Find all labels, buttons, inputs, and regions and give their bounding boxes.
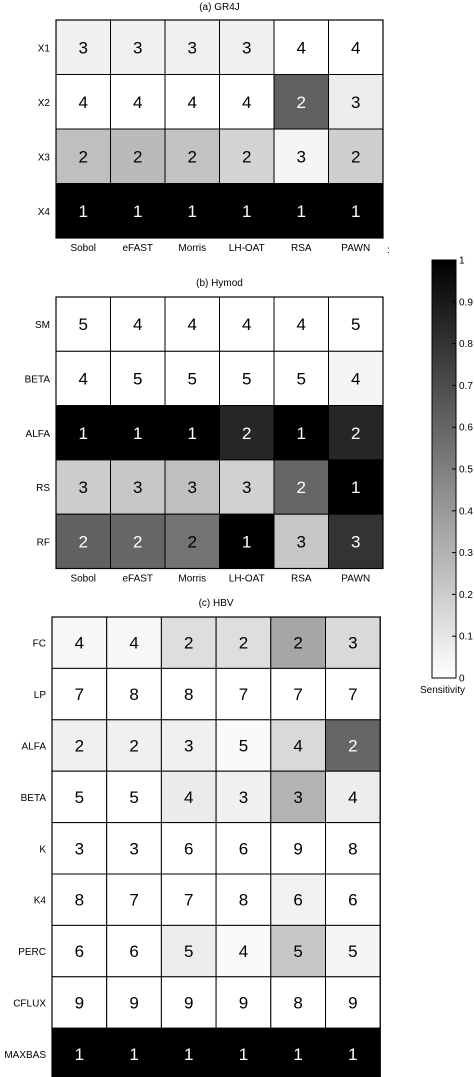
rank-label: 5 <box>293 942 303 962</box>
rank-label: 3 <box>351 532 361 552</box>
colorbar-tick-label: 0.5 <box>459 464 473 476</box>
rank-label: 3 <box>238 787 249 807</box>
rank-label: 6 <box>238 839 249 859</box>
rank-label: 4 <box>242 92 252 112</box>
rank-label: 8 <box>293 993 303 1013</box>
colorbar-tick-label: 0.9 <box>459 297 473 309</box>
stray-mark: : <box>387 245 390 256</box>
rank-label: 3 <box>187 38 197 58</box>
rank-label: 3 <box>242 478 252 498</box>
rank-label: 1 <box>296 423 306 443</box>
rank-label: 2 <box>242 147 252 167</box>
column-label: PAWN <box>341 243 371 254</box>
rank-label: 1 <box>238 1044 249 1064</box>
column-label: RSA <box>290 243 312 254</box>
rank-label: 1 <box>242 201 252 221</box>
rank-label: 4 <box>78 92 88 112</box>
rank-label: 5 <box>133 369 143 389</box>
row-label: LP <box>33 690 46 702</box>
rank-label: 5 <box>242 369 252 389</box>
rank-label: 5 <box>348 942 358 962</box>
rank-label: 4 <box>296 38 306 58</box>
rank-label: 2 <box>351 147 361 167</box>
rank-label: 2 <box>348 736 358 756</box>
rank-label: 4 <box>296 315 306 335</box>
rank-label: 3 <box>293 787 303 807</box>
column-label: PAWN <box>341 573 371 585</box>
rank-label: 8 <box>238 890 249 910</box>
rank-label: 9 <box>184 993 194 1013</box>
rank-label: 8 <box>184 685 194 705</box>
row-label: FC <box>32 638 46 650</box>
rank-label: 9 <box>348 993 358 1013</box>
rank-label: 4 <box>187 92 197 112</box>
rank-label: 2 <box>78 147 88 167</box>
row-label: X1 <box>37 43 50 55</box>
column-label: RSA <box>290 573 312 585</box>
rank-label: 1 <box>351 478 361 498</box>
rank-label: 2 <box>296 478 306 498</box>
rank-label: 8 <box>74 890 85 910</box>
panel-title: (c) HBV <box>198 598 234 609</box>
rank-label: 3 <box>74 839 85 859</box>
rank-label: 3 <box>351 92 361 112</box>
row-label: PERC <box>18 947 46 959</box>
colorbar <box>420 256 473 697</box>
row-label: ALFA <box>21 741 46 753</box>
rank-label: 1 <box>296 201 306 221</box>
row-label: RF <box>36 537 50 549</box>
row-label: X2 <box>37 97 50 109</box>
rank-label: 3 <box>296 532 306 552</box>
rank-label: 1 <box>187 201 197 221</box>
column-label: eFAST <box>122 243 154 254</box>
rank-label: 2 <box>78 532 88 552</box>
rank-label: 3 <box>296 147 306 167</box>
column-label: Sobol <box>70 573 97 585</box>
rank-label: 1 <box>78 423 88 443</box>
rank-label: 1 <box>74 1044 85 1064</box>
row-label: CFLUX <box>13 998 46 1010</box>
rank-label: 3 <box>78 38 88 58</box>
rank-label: 4 <box>133 92 143 112</box>
row-label: K4 <box>33 895 46 907</box>
rank-label: 1 <box>351 201 361 221</box>
rank-label: 4 <box>184 787 194 807</box>
rank-label: 3 <box>129 839 139 859</box>
colorbar-tick-label: 0.8 <box>459 339 473 351</box>
row-label: X3 <box>37 152 50 164</box>
row-label: BETA <box>20 792 46 804</box>
rank-label: 2 <box>238 633 249 653</box>
rank-label: 9 <box>293 839 303 859</box>
rank-label: 4 <box>238 942 249 962</box>
row-label: BETA <box>24 374 50 386</box>
rank-label: 9 <box>238 993 249 1013</box>
panel-1 <box>25 278 383 585</box>
column-label: Sobol <box>70 243 97 254</box>
rank-label: 2 <box>184 633 194 653</box>
colorbar-tick-label: 0.4 <box>459 506 473 518</box>
colorbar-label: Sensitivity <box>420 685 466 696</box>
rank-label: 6 <box>184 839 194 859</box>
rank-label: 1 <box>242 532 252 552</box>
rank-label: 4 <box>242 315 252 335</box>
rank-label: 3 <box>242 38 252 58</box>
rank-label: 1 <box>184 1044 194 1064</box>
column-label: eFAST <box>122 573 154 585</box>
colorbar-tick-label: 0.7 <box>459 380 473 392</box>
rank-label: 5 <box>78 315 88 335</box>
colorbar-tick-label: 0.1 <box>459 631 473 643</box>
rank-label: 9 <box>74 993 85 1013</box>
rank-label: 4 <box>133 315 143 335</box>
rank-label: 7 <box>238 685 249 705</box>
rank-label: 3 <box>78 478 88 498</box>
row-label: X4 <box>37 206 50 218</box>
rank-label: 1 <box>348 1044 358 1064</box>
rank-label: 4 <box>74 633 85 653</box>
rank-label: 7 <box>74 685 85 705</box>
row-label: ALFA <box>25 428 50 440</box>
rank-label: 6 <box>129 942 139 962</box>
rank-label: 2 <box>242 423 252 443</box>
rank-label: 5 <box>238 736 249 756</box>
panels <box>4 2 383 1077</box>
rank-label: 1 <box>129 1044 139 1064</box>
rank-label: 2 <box>133 147 143 167</box>
rank-label: 8 <box>129 685 139 705</box>
colorbar-tick-label: 1 <box>459 255 465 267</box>
rank-label: 6 <box>74 942 85 962</box>
rank-label: 5 <box>351 315 361 335</box>
column-label: Morris <box>178 243 207 254</box>
rank-label: 3 <box>348 633 358 653</box>
rank-label: 2 <box>187 532 197 552</box>
rank-label: 1 <box>133 423 143 443</box>
rank-label: 8 <box>348 839 358 859</box>
rank-label: 2 <box>351 423 361 443</box>
row-label: MAXBAS <box>4 1049 46 1061</box>
column-label: LH-OAT <box>228 243 265 254</box>
panel-0 <box>38 2 383 254</box>
rank-label: 5 <box>129 787 139 807</box>
rank-label: 2 <box>133 532 143 552</box>
rank-label: 4 <box>187 315 197 335</box>
rank-label: 5 <box>74 787 85 807</box>
panel-2 <box>4 598 380 1077</box>
rank-label: 2 <box>129 736 139 756</box>
rank-label: 7 <box>293 685 303 705</box>
rank-label: 7 <box>348 685 358 705</box>
rank-label: 1 <box>78 201 88 221</box>
rank-label: 4 <box>293 736 303 756</box>
rank-label: 9 <box>129 993 139 1013</box>
rank-label: 4 <box>351 38 361 58</box>
rank-label: 1 <box>293 1044 303 1064</box>
rank-label: 3 <box>133 478 143 498</box>
rank-label: 2 <box>74 736 85 756</box>
rank-label: 5 <box>184 942 194 962</box>
rank-label: 7 <box>129 890 139 910</box>
row-label: K <box>39 844 46 856</box>
row-label: RS <box>36 483 50 495</box>
rank-label: 4 <box>348 787 358 807</box>
rank-label: 2 <box>187 147 197 167</box>
rank-label: 2 <box>296 92 306 112</box>
rank-label: 6 <box>348 890 358 910</box>
column-label: LH-OAT <box>228 573 265 585</box>
rank-label: 2 <box>293 633 303 653</box>
rank-label: 3 <box>133 38 143 58</box>
row-label: SM <box>35 320 50 332</box>
colorbar-tick-label: 0.2 <box>459 589 473 601</box>
rank-label: 5 <box>187 369 197 389</box>
panel-title: (b) Hymod <box>196 278 243 289</box>
column-label: Morris <box>178 573 207 585</box>
rank-label: 4 <box>351 369 361 389</box>
rank-label: 6 <box>293 890 303 910</box>
panel-title: (a) GR4J <box>199 2 240 13</box>
rank-label: 4 <box>129 633 139 653</box>
rank-label: 1 <box>187 423 197 443</box>
rank-label: 1 <box>133 201 143 221</box>
rank-label: 3 <box>187 478 197 498</box>
rank-label: 3 <box>184 736 194 756</box>
colorbar-tick-label: 0.6 <box>459 422 473 434</box>
colorbar-tick-label: 0 <box>459 673 465 685</box>
rank-label: 5 <box>296 369 306 389</box>
colorbar-tick-label: 0.3 <box>459 548 473 560</box>
rank-label: 7 <box>184 890 194 910</box>
rank-label: 4 <box>78 369 88 389</box>
